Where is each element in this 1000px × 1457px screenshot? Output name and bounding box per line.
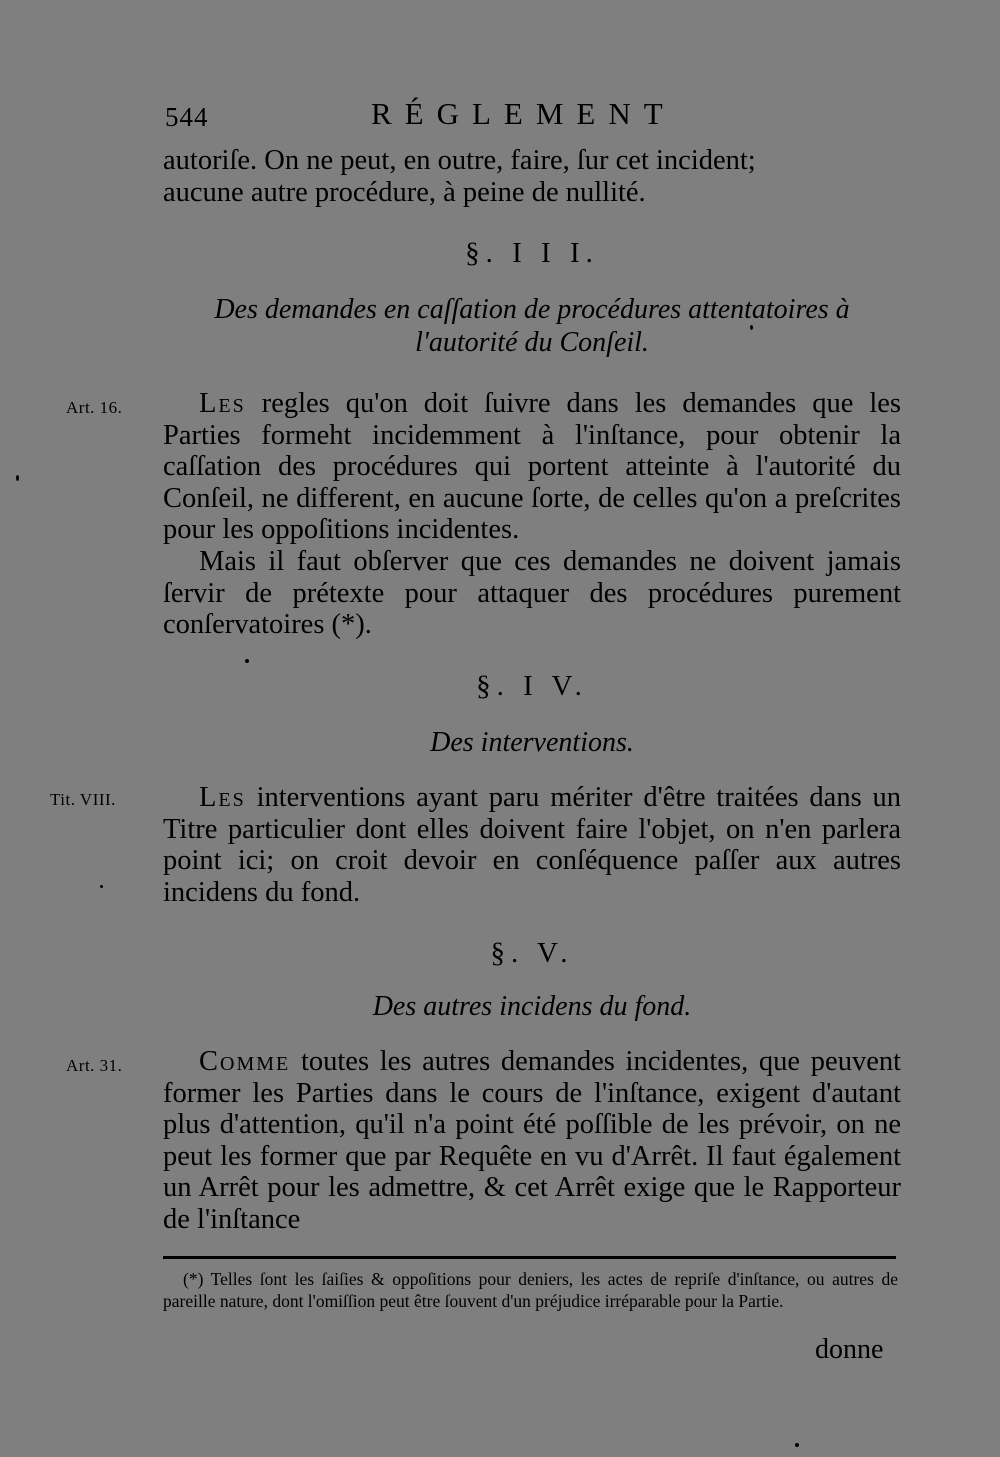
- section-3-title-line-2: l'autorité du Conſeil.: [415, 327, 649, 358]
- section-5-mark: §. V.: [490, 937, 574, 969]
- catchword: donne: [815, 1334, 884, 1365]
- section-4-paragraph: [163, 782, 901, 908]
- opening-paragraph: [163, 145, 901, 208]
- margin-note-art-31: Art. 31.: [66, 1056, 123, 1075]
- footnote-rule: [163, 1256, 896, 1259]
- section-4-paragraph-text: interventions ayant paru mériter d'être traitées dans un Titre particulier dont elles doivent faire l'objet, on n'en parlera point ici; on croit devoir en conſéquence paſſer aux autres incidens du fond.: [163, 782, 901, 908]
- page-number: 544: [165, 102, 209, 132]
- section-3-paragraph-1-text: regles qu'on doit ſuivre dans les demandes que les Parties formeht incidemment à l'inſtance, pour obtenir la caſſation des procédures qui portent atteinte à l'autorité du Conſeil, ne different, en aucune ſorte, de celles qu'on a preſcrites pour les oppoſitions incidentes.: [163, 388, 901, 546]
- section-3-lead-word: Les: [199, 388, 246, 419]
- opening-line-1: autoriſe. On ne peut, en outre, faire, ſur cet incident;: [163, 145, 756, 176]
- section-4-lead-word: Les: [199, 782, 246, 813]
- scan-speck: [100, 885, 103, 888]
- page-header: [165, 96, 900, 136]
- scan-speck: [750, 325, 753, 330]
- section-5-title: Des autres incidens du fond.: [372, 991, 692, 1022]
- margin-note-tit-8: Tit. VIII.: [50, 790, 116, 809]
- section-5-paragraph-text: toutes les autres demandes incidentes, que peuvent former les Parties dans le cours de l'inſtance, exigent d'autant plus d'attention, qu'il n'a point été poſſible de les prévoir, on ne peut les former que par Requête en vu d'Arrêt. Il faut également un Arrêt pour les admettre, & cet Arrêt exige que le Rapporteur de l'inſtance: [163, 1046, 902, 1235]
- section-4-mark: §. I V.: [476, 670, 588, 702]
- section-5-paragraph: [163, 1046, 901, 1236]
- footnote: (*) Telles ſont les ſaiſies & oppoſitions pour deniers, les actes de repriſe d'inſtance, ou autres de pareille nature, dont l'omiſſion peut être ſouvent d'un préjudice irréparable pour la Partie.: [163, 1269, 898, 1311]
- margin-note-art-16: Art. 16.: [66, 398, 123, 417]
- section-3-title: [163, 293, 901, 359]
- opening-line-2: aucune autre procédure, à peine de nullité.: [163, 176, 646, 208]
- scan-speck: [245, 659, 249, 663]
- section-5-lead-word: Comme: [199, 1046, 291, 1077]
- scan-speck: [16, 475, 19, 481]
- section-3-paragraph-1: [163, 388, 901, 546]
- section-3-paragraph-2-text: Mais il faut obſerver que ces demandes ne doivent jamais ſervir de prétexte pour attaquer des procédures purement conſervatoires (*).: [163, 546, 901, 641]
- section-3-paragraph-2: [163, 546, 901, 641]
- running-head: RÉGLEMENT: [371, 96, 676, 131]
- section-3-mark: §. I I I.: [465, 237, 599, 269]
- section-4-title: Des interventions.: [430, 727, 634, 758]
- scan-speck: [795, 1443, 799, 1447]
- section-3-title-line-1: Des demandes en caſſation de procédures attentatoires à: [214, 294, 850, 325]
